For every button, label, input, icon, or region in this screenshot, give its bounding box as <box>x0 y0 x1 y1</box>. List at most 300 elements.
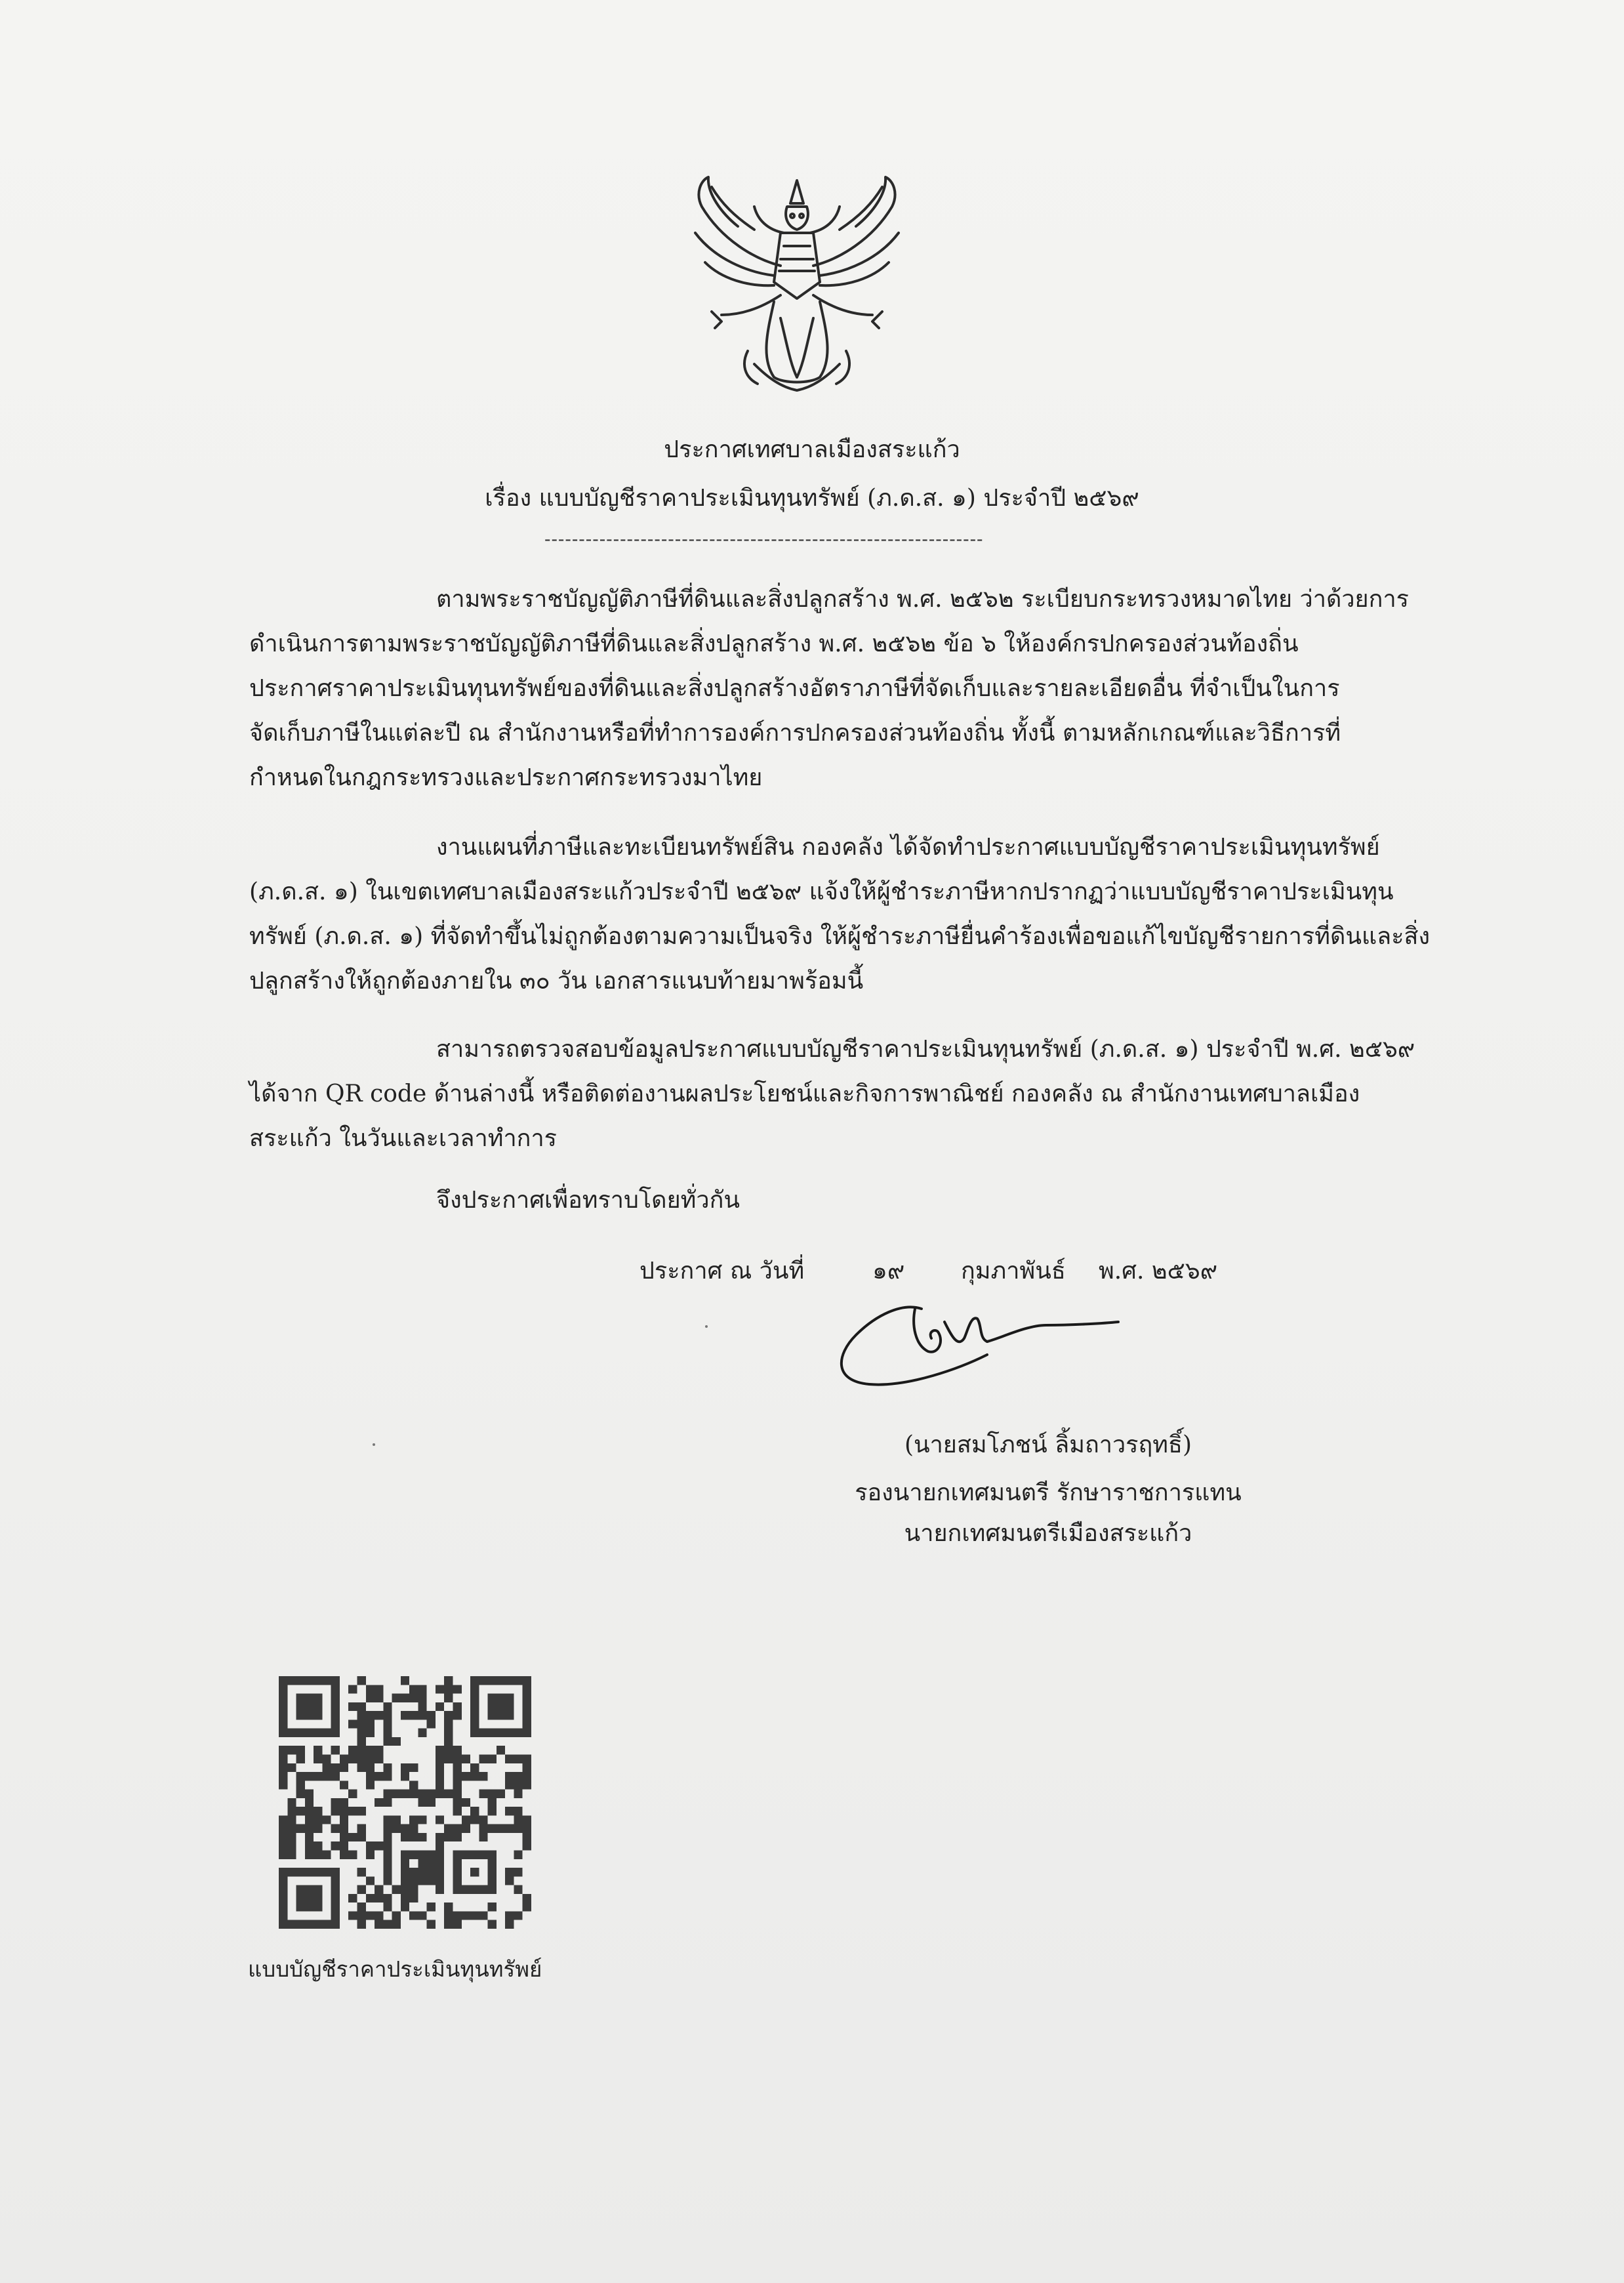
qr-finder-part <box>331 1676 340 1737</box>
qr-module <box>453 1754 462 1763</box>
qr-module <box>296 1780 305 1789</box>
qr-module <box>279 1815 287 1824</box>
qr-module <box>401 1894 409 1902</box>
qr-module <box>409 1868 418 1876</box>
qr-module <box>348 1702 357 1711</box>
qr-module <box>340 1815 348 1824</box>
qr-module <box>366 1694 375 1702</box>
qr-module <box>305 1815 314 1824</box>
qr-module <box>296 1790 305 1798</box>
qr-module <box>453 1824 462 1833</box>
qr-module <box>348 1719 357 1728</box>
qr-module <box>392 1694 401 1702</box>
qr-module <box>401 1772 409 1780</box>
qr-module <box>305 1851 314 1859</box>
qr-module <box>357 1868 365 1876</box>
qr-module <box>427 1711 436 1719</box>
qr-module <box>418 1815 426 1824</box>
qr-module <box>401 1868 409 1876</box>
qr-finder-part <box>470 1676 479 1737</box>
qr-module <box>392 1911 401 1920</box>
qr-module <box>488 1798 497 1807</box>
qr-module <box>279 1833 287 1841</box>
qr-module <box>409 1763 418 1772</box>
closing-line: จึงประกาศเพื่อทราบโดยทั่วกัน <box>436 1187 741 1214</box>
qr-module <box>427 1920 436 1929</box>
qr-module <box>296 1754 305 1763</box>
qr-module <box>340 1754 348 1763</box>
qr-module <box>444 1694 453 1702</box>
qr-module <box>409 1885 418 1894</box>
qr-module <box>514 1911 522 1920</box>
qr-module <box>497 1790 505 1798</box>
qr-module <box>418 1868 426 1876</box>
qr-module <box>314 1841 322 1850</box>
qr-module <box>505 1807 514 1815</box>
qr-module <box>523 1780 531 1789</box>
qr-finder-part <box>279 1729 340 1737</box>
qr-module <box>383 1859 392 1868</box>
paragraph-line: ดำเนินการตามพระราชบัญญัติภาษีที่ดินและสิ่งปลูกสร้าง พ.ศ. ๒๕๖๒ ข้อ ๖ ให้องค์กรปกครองส่วนท้องถิ่น <box>249 630 1299 657</box>
qr-module <box>479 1824 487 1833</box>
qr-module <box>348 1790 357 1798</box>
paragraph-line: จัดเก็บภาษีในแต่ละปี ณ สำนักงานหรือที่ทำการองค์การปกครองส่วนท้องถิ่น ทั้งนี้ ตามหลักเกณฑ์และวิธีการที่ <box>249 720 1341 747</box>
paragraph-line: ปลูกสร้างให้ถูกต้องภายใน ๓๐ วัน เอกสารแนบท้ายมาพร้อมนี้ <box>249 968 864 995</box>
qr-module <box>444 1754 453 1763</box>
qr-module <box>505 1754 514 1763</box>
qr-module <box>470 1772 479 1780</box>
qr-module <box>427 1859 436 1868</box>
qr-module <box>409 1894 418 1902</box>
qr-module <box>340 1798 348 1807</box>
qr-module <box>348 1911 357 1920</box>
qr-module <box>375 1841 383 1850</box>
qr-module <box>357 1763 365 1772</box>
qr-module <box>305 1833 314 1841</box>
qr-module <box>366 1763 375 1772</box>
qr-module <box>427 1876 436 1885</box>
qr-module <box>409 1694 418 1702</box>
qr-module <box>375 1885 383 1894</box>
qr-module <box>375 1711 383 1719</box>
qr-module <box>514 1885 522 1894</box>
qr-module <box>375 1911 383 1920</box>
qr-module <box>401 1711 409 1719</box>
qr-module <box>444 1790 453 1798</box>
qr-module <box>418 1798 426 1807</box>
qr-module <box>462 1798 470 1807</box>
qr-module <box>523 1772 531 1780</box>
qr-module <box>383 1868 392 1876</box>
qr-module <box>444 1737 453 1746</box>
qr-module <box>523 1754 531 1763</box>
qr-module <box>375 1772 383 1780</box>
qr-module <box>479 1754 487 1763</box>
paragraph-line: กำหนดในกฎกระทรวงและประกาศกระทรวงมาไทย <box>249 764 763 791</box>
qr-finder-part <box>488 1694 514 1720</box>
qr-module <box>436 1780 444 1789</box>
qr-module <box>357 1719 365 1728</box>
qr-module <box>444 1902 453 1911</box>
qr-module <box>444 1719 453 1728</box>
qr-module <box>436 1754 444 1763</box>
signer-name: (นายสมโภชน์ ลิ้มถาวรฤทธิ์) <box>904 1431 1192 1458</box>
qr-caption: แบบบัญชีราคาประเมินทุนทรัพย์ <box>248 1956 542 1982</box>
qr-module <box>366 1719 375 1728</box>
qr-module <box>514 1807 522 1815</box>
qr-module <box>331 1841 340 1850</box>
qr-module <box>488 1790 497 1798</box>
qr-module <box>331 1807 340 1815</box>
qr-module <box>523 1841 531 1850</box>
qr-module <box>357 1911 365 1920</box>
date-prefix: ประกาศ ณ วันที่ <box>639 1258 805 1285</box>
qr-align-part <box>488 1851 497 1894</box>
qr-module <box>514 1754 522 1763</box>
qr-module <box>488 1920 497 1929</box>
qr-module <box>331 1798 340 1807</box>
qr-module <box>436 1841 444 1850</box>
qr-module <box>357 1729 365 1737</box>
qr-module <box>444 1833 453 1841</box>
qr-module <box>505 1920 514 1929</box>
qr-module <box>453 1920 462 1929</box>
qr-module <box>444 1746 453 1754</box>
qr-module <box>314 1746 322 1754</box>
qr-align-part <box>453 1851 462 1894</box>
qr-module <box>470 1807 479 1815</box>
paragraph-line: (ภ.ด.ส. ๑) ในเขตเทศบาลเมืองสระแก้วประจำปี ๒๕๖๙ แจ้งให้ผู้ชำระภาษีหากปรากฏว่าแบบบัญชีราคาประเมินทุน <box>249 878 1394 905</box>
qr-module <box>375 1754 383 1763</box>
qr-module <box>427 1902 436 1911</box>
paragraph-line: ได้จาก QR code ด้านล่างนี้ หรือติดต่องานผลประโยชน์และกิจการพาณิชย์ กองคลัง ณ สำนักงานเทศบาลเมือง <box>249 1080 1360 1107</box>
qr-module <box>392 1737 401 1746</box>
qr-module <box>505 1868 514 1876</box>
qr-module <box>462 1824 470 1833</box>
qr-module <box>418 1711 426 1719</box>
qr-module <box>383 1729 392 1737</box>
qr-module <box>375 1920 383 1929</box>
signer-position: รองนายกเทศมนตรี รักษาราชการแทน <box>855 1479 1242 1506</box>
subject-title: เรื่อง แบบบัญชีราคาประเมินทุนทรัพย์ (ภ.ด.ส. ๑) ประจำปี ๒๕๖๙ <box>485 485 1139 512</box>
qr-module <box>462 1772 470 1780</box>
qr-module <box>479 1815 487 1824</box>
qr-module <box>436 1833 444 1841</box>
qr-module <box>436 1702 444 1711</box>
qr-module <box>401 1824 409 1833</box>
garuda-emblem <box>676 167 918 410</box>
qr-module <box>340 1824 348 1833</box>
qr-module <box>348 1807 357 1815</box>
qr-module <box>287 1824 296 1833</box>
qr-module <box>357 1676 365 1685</box>
qr-finder-part <box>470 1729 531 1737</box>
qr-module <box>366 1841 375 1850</box>
qr-module <box>470 1815 479 1824</box>
paragraph-line: ประกาศราคาประเมินทุนทรัพย์ของที่ดินและสิ่งปลูกสร้างอัตราภาษีที่จัดเก็บและรายละเอียดอื่น ที่จำเป็นในการ <box>249 675 1340 702</box>
qr-module <box>401 1790 409 1798</box>
qr-module <box>401 1763 409 1772</box>
qr-module <box>505 1772 514 1780</box>
qr-module <box>488 1824 497 1833</box>
qr-module <box>305 1798 314 1807</box>
qr-module <box>279 1841 287 1850</box>
qr-module <box>383 1719 392 1728</box>
qr-module <box>436 1885 444 1894</box>
qr-module <box>357 1807 365 1815</box>
qr-module <box>314 1772 322 1780</box>
qr-module <box>453 1772 462 1780</box>
qr-module <box>366 1780 375 1789</box>
handwritten-signature <box>830 1289 1131 1401</box>
qr-module <box>383 1876 392 1885</box>
qr-module <box>366 1729 375 1737</box>
qr-module <box>366 1685 375 1693</box>
qr-module <box>401 1876 409 1885</box>
qr-module <box>436 1851 444 1859</box>
qr-module <box>348 1754 357 1763</box>
qr-module <box>453 1711 462 1719</box>
qr-module <box>392 1920 401 1929</box>
qr-module <box>401 1885 409 1894</box>
qr-module <box>314 1824 322 1833</box>
qr-module <box>331 1824 340 1833</box>
qr-module <box>322 1815 331 1824</box>
qr-module <box>357 1737 365 1746</box>
qr-module <box>444 1729 453 1737</box>
qr-module <box>357 1824 365 1833</box>
qr-finder-part <box>279 1868 340 1876</box>
qr-module <box>366 1894 375 1902</box>
qr-module <box>279 1772 287 1780</box>
qr-module <box>427 1851 436 1859</box>
qr-module <box>418 1911 426 1920</box>
qr-module <box>488 1754 497 1763</box>
qr-module <box>305 1772 314 1780</box>
qr-module <box>287 1841 296 1850</box>
qr-module <box>366 1911 375 1920</box>
qr-module <box>427 1798 436 1807</box>
qr-module <box>305 1790 314 1798</box>
qr-module <box>314 1851 322 1859</box>
qr-finder-part <box>279 1868 287 1929</box>
qr-module <box>279 1824 287 1833</box>
qr-finder-part <box>470 1676 531 1685</box>
date-year: พ.ศ. ๒๕๖๙ <box>1099 1258 1218 1285</box>
qr-finder-part <box>296 1694 323 1720</box>
qr-module <box>505 1911 514 1920</box>
qr-module <box>514 1815 522 1824</box>
qr-module <box>322 1851 331 1859</box>
qr-module <box>383 1790 392 1798</box>
qr-module <box>357 1754 365 1763</box>
title-divider: ---------------------------------------------------------------- <box>544 530 984 548</box>
qr-module <box>514 1868 522 1876</box>
qr-module <box>314 1807 322 1815</box>
qr-module <box>366 1746 375 1754</box>
qr-module <box>357 1702 365 1711</box>
qr-module <box>383 1851 392 1859</box>
qr-module <box>514 1772 522 1780</box>
qr-module <box>331 1772 340 1780</box>
qr-module <box>279 1851 287 1859</box>
qr-module <box>409 1780 418 1789</box>
qr-module <box>453 1833 462 1841</box>
qr-module <box>383 1702 392 1711</box>
qr-module <box>514 1780 522 1789</box>
qr-module <box>409 1711 418 1719</box>
qr-module <box>409 1685 418 1693</box>
qr-module <box>505 1824 514 1833</box>
qr-module <box>444 1824 453 1833</box>
qr-module <box>497 1824 505 1833</box>
qr-module <box>436 1790 444 1798</box>
date-month: กุมภาพันธ์ <box>961 1258 1066 1285</box>
qr-module <box>409 1815 418 1824</box>
qr-module <box>418 1851 426 1859</box>
qr-module <box>409 1851 418 1859</box>
qr-module <box>436 1772 444 1780</box>
qr-module <box>392 1824 401 1833</box>
qr-module <box>444 1920 453 1929</box>
qr-module <box>453 1746 462 1754</box>
qr-module <box>453 1685 462 1693</box>
qr-module <box>279 1746 287 1754</box>
qr-module <box>514 1824 522 1833</box>
qr-module <box>479 1911 487 1920</box>
qr-module <box>418 1833 426 1841</box>
qr-module <box>523 1833 531 1841</box>
qr-module <box>453 1798 462 1807</box>
qr-module <box>444 1685 453 1693</box>
qr-module <box>523 1824 531 1833</box>
qr-module <box>392 1885 401 1894</box>
qr-module <box>322 1772 331 1780</box>
qr-module <box>436 1859 444 1868</box>
qr-module <box>383 1894 392 1902</box>
qr-module <box>497 1746 505 1754</box>
qr-module <box>488 1807 497 1815</box>
qr-module <box>383 1763 392 1772</box>
qr-module <box>418 1790 426 1798</box>
qr-module <box>453 1763 462 1772</box>
qr-module <box>322 1763 331 1772</box>
qr-module <box>340 1833 348 1841</box>
qr-finder-part <box>523 1676 531 1737</box>
qr-code[interactable] <box>279 1676 531 1929</box>
qr-module <box>366 1754 375 1763</box>
qr-module <box>505 1780 514 1789</box>
qr-module <box>488 1902 497 1911</box>
qr-module <box>383 1920 392 1929</box>
qr-module <box>505 1876 514 1885</box>
qr-module <box>296 1807 305 1815</box>
qr-module <box>331 1763 340 1772</box>
qr-finder-part <box>279 1676 287 1737</box>
qr-module <box>401 1833 409 1841</box>
qr-module <box>436 1746 444 1754</box>
qr-module <box>427 1790 436 1798</box>
paragraph-line: ทรัพย์ (ภ.ด.ส. ๑) ที่จัดทำขึ้นไม่ถูกต้องตามความเป็นจริง ให้ผู้ชำระภาษียื่นคำร้องเพื่อขอแก้ไขบัญชีรายการที่ดินและสิ่ง <box>249 923 1431 950</box>
qr-module <box>366 1711 375 1719</box>
scan-speck <box>705 1325 708 1328</box>
qr-module <box>401 1694 409 1702</box>
qr-module <box>418 1729 426 1737</box>
qr-module <box>305 1824 314 1833</box>
qr-module <box>375 1685 383 1693</box>
qr-module <box>375 1694 383 1702</box>
qr-module <box>279 1763 287 1772</box>
qr-module <box>375 1894 383 1902</box>
qr-module <box>287 1746 296 1754</box>
issuer-title: ประกาศเทศบาลเมืองสระแก้ว <box>664 436 960 463</box>
qr-module <box>357 1833 365 1841</box>
qr-module <box>366 1772 375 1780</box>
qr-module <box>409 1824 418 1833</box>
qr-module <box>366 1851 375 1859</box>
qr-module <box>279 1780 287 1789</box>
qr-module <box>523 1763 531 1772</box>
qr-module <box>357 1902 365 1911</box>
qr-module <box>479 1772 487 1780</box>
qr-module <box>444 1911 453 1920</box>
qr-module <box>296 1746 305 1754</box>
signer-office: นายกเทศมนตรีเมืองสระแก้ว <box>904 1520 1192 1547</box>
qr-module <box>427 1719 436 1728</box>
qr-module <box>375 1798 383 1807</box>
paragraph-line: ตามพระราชบัญญัติภาษีที่ดินและสิ่งปลูกสร้าง พ.ศ. ๒๕๖๒ ระเบียบกระทรวงหมาดไทย ว่าด้วยการ <box>436 586 1409 613</box>
qr-module <box>287 1851 296 1859</box>
qr-module <box>383 1772 392 1780</box>
qr-module <box>453 1702 462 1711</box>
qr-module <box>348 1685 357 1693</box>
qr-module <box>436 1685 444 1693</box>
qr-module <box>348 1833 357 1841</box>
qr-module <box>357 1711 365 1719</box>
qr-module <box>287 1763 296 1772</box>
qr-module <box>348 1746 357 1754</box>
qr-module <box>287 1833 296 1841</box>
qr-module <box>462 1815 470 1824</box>
qr-module <box>401 1859 409 1868</box>
qr-module <box>305 1807 314 1815</box>
qr-module <box>287 1807 296 1815</box>
qr-module <box>383 1824 392 1833</box>
qr-module <box>296 1824 305 1833</box>
qr-module <box>523 1894 531 1902</box>
qr-module <box>383 1737 392 1746</box>
qr-module <box>453 1807 462 1815</box>
qr-module <box>279 1754 287 1763</box>
qr-module <box>462 1754 470 1763</box>
qr-module <box>383 1902 392 1911</box>
qr-module <box>322 1754 331 1763</box>
qr-module <box>401 1902 409 1911</box>
qr-module <box>479 1790 487 1798</box>
qr-module <box>357 1920 365 1929</box>
qr-module <box>392 1790 401 1798</box>
qr-module <box>523 1815 531 1824</box>
qr-module <box>436 1876 444 1885</box>
paragraph-line: สระแก้ว ในวันและเวลาทำการ <box>249 1125 558 1152</box>
qr-module <box>340 1807 348 1815</box>
qr-module <box>340 1780 348 1789</box>
qr-module <box>453 1790 462 1798</box>
qr-module <box>436 1763 444 1772</box>
qr-module <box>453 1911 462 1920</box>
qr-module <box>436 1815 444 1824</box>
qr-module <box>479 1833 487 1841</box>
